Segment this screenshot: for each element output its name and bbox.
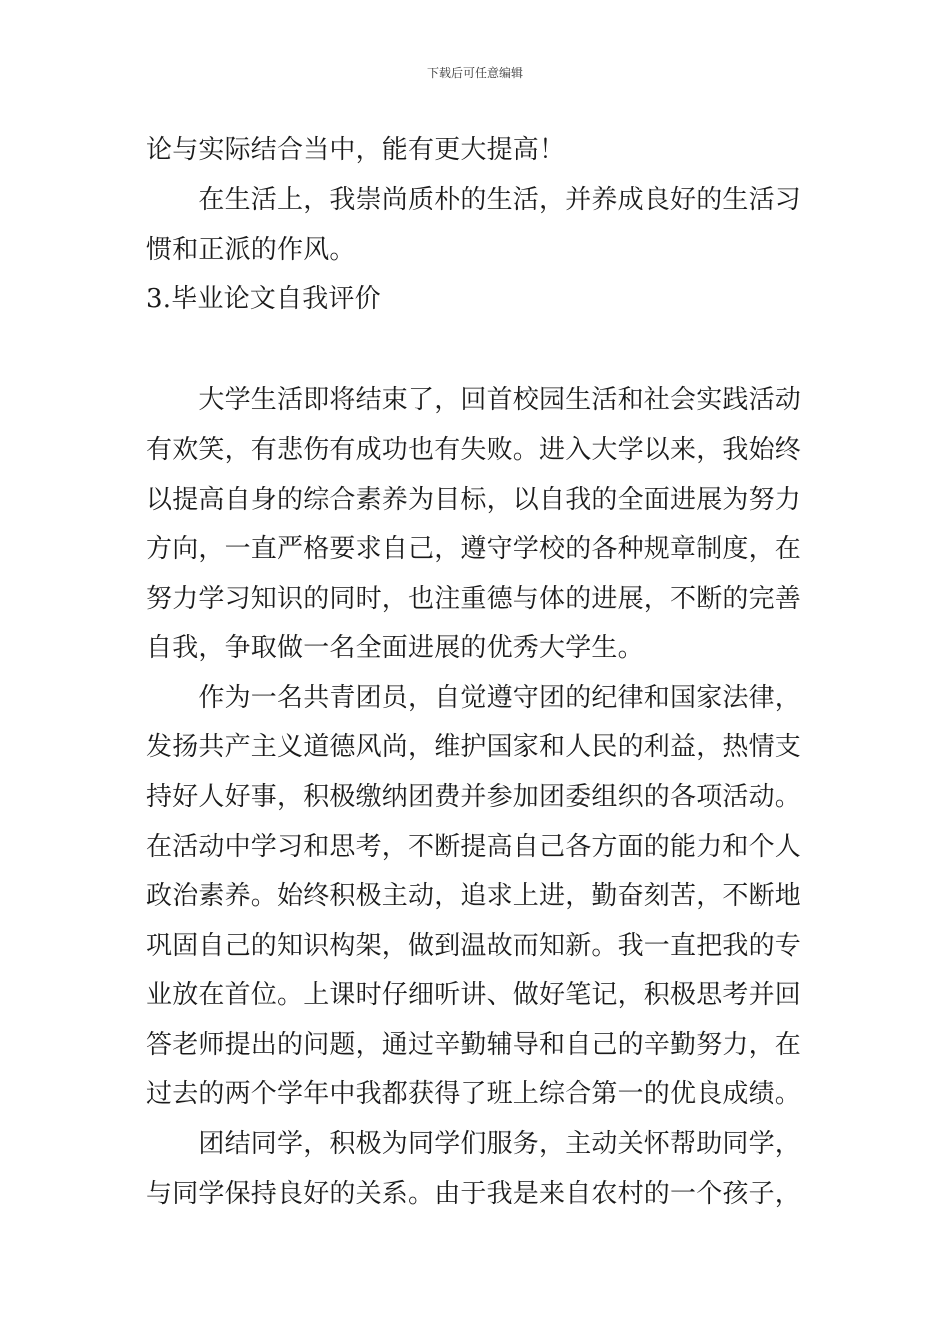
text-line: 与同学保持良好的关系。由于我是来自农村的一个孩子， bbox=[146, 1179, 802, 1209]
text-line: 团结同学，积极为同学们服务，主动关怀帮助同学， bbox=[146, 1129, 802, 1159]
text-line: 以提高自身的综合素养为目标，以自我的全面进展为努力 bbox=[146, 485, 802, 515]
text-line: 在生活上，我崇尚质朴的生活，并养成良好的生活习 bbox=[146, 185, 802, 215]
section-heading: 3.毕业论文自我评价 bbox=[146, 284, 381, 314]
page-header: 下载后可任意编辑 bbox=[426, 66, 523, 80]
text-line: 方向，一直严格要求自己，遵守学校的各种规章制度，在 bbox=[146, 534, 802, 564]
text-line: 业放在首位。上课时仔细听讲、做好笔记，积极思考并回 bbox=[146, 980, 802, 1010]
text-line: 作为一名共青团员，自觉遵守团的纪律和国家法律， bbox=[146, 683, 802, 713]
text-line: 论与实际结合当中，能有更大提高！ bbox=[146, 135, 566, 165]
text-line: 努力学习知识的同时，也注重德与体的进展，不断的完善 bbox=[146, 584, 802, 614]
text-line: 答老师提出的问题，通过辛勤辅导和自己的辛勤努力，在 bbox=[146, 1030, 802, 1060]
text-line: 过去的两个学年中我都获得了班上综合第一的优良成绩。 bbox=[146, 1079, 802, 1109]
text-line: 持好人好事，积极缴纳团费并参加团委组织的各项活动。 bbox=[146, 782, 802, 812]
text-line: 在活动中学习和思考，不断提高自己各方面的能力和个人 bbox=[146, 832, 802, 862]
text-line: 巩固自己的知识构架，做到温故而知新。我一直把我的专 bbox=[146, 931, 802, 961]
text-line: 自我，争取做一名全面进展的优秀大学生。 bbox=[146, 633, 644, 663]
text-line: 政治素养。始终积极主动，追求上进，勤奋刻苦，不断地 bbox=[146, 881, 802, 911]
text-line: 惯和正派的作风。 bbox=[146, 235, 356, 265]
text-line: 发扬共产主义道德风尚，维护国家和人民的利益，热情支 bbox=[146, 732, 802, 762]
text-line: 大学生活即将结束了，回首校园生活和社会实践活动 bbox=[146, 385, 802, 415]
text-line: 有欢笑，有悲伤有成功也有失败。进入大学以来，我始终 bbox=[146, 435, 802, 465]
